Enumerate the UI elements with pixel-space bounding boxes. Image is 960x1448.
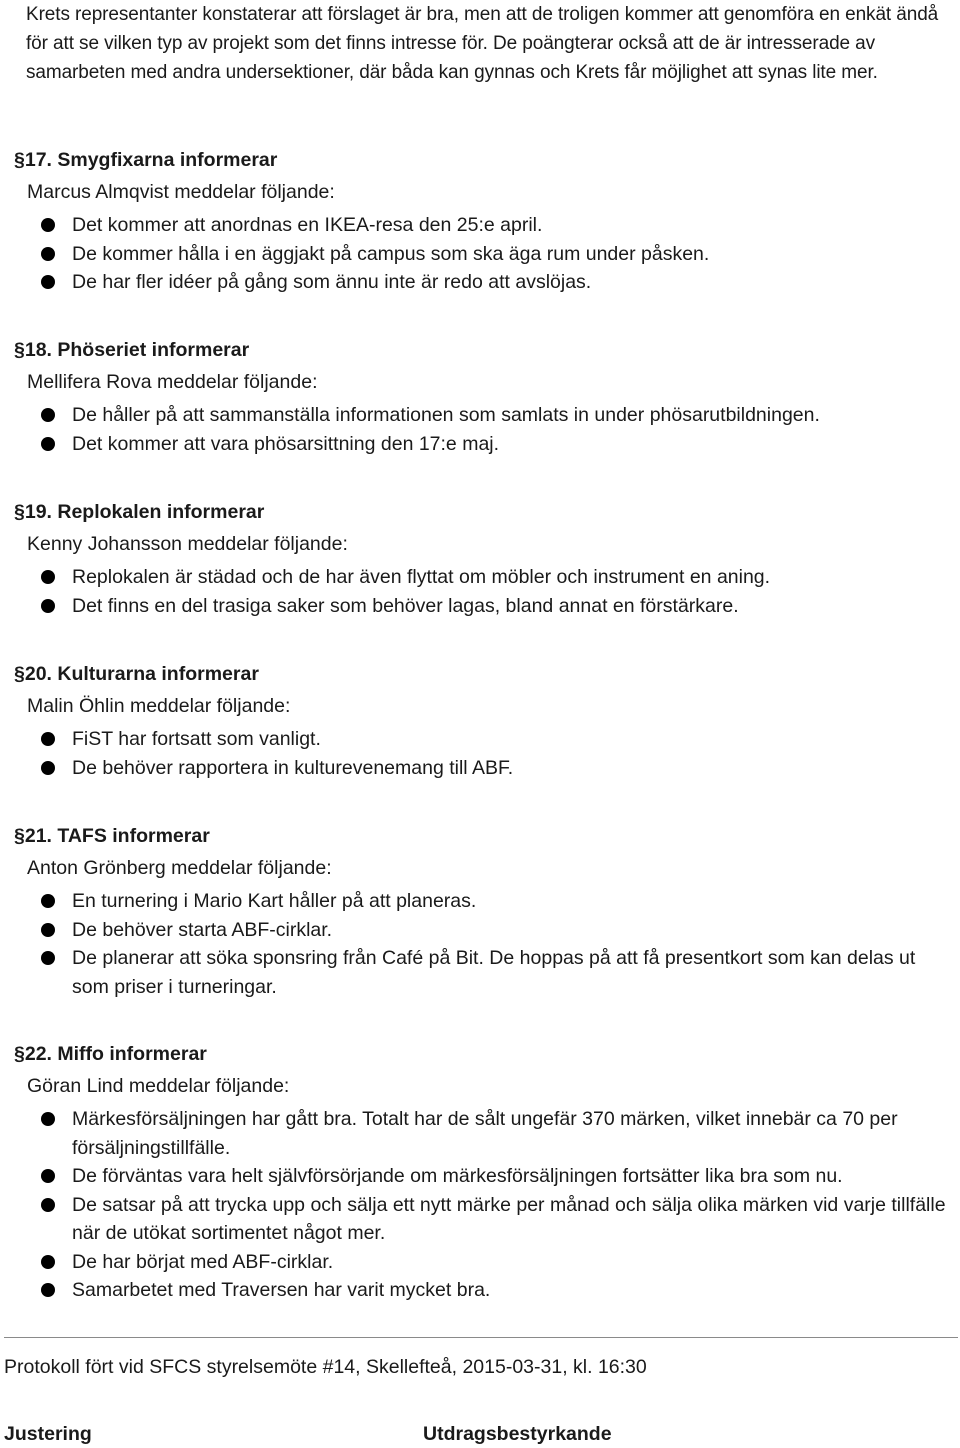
list-item bbox=[14, 1105, 954, 1162]
list-item bbox=[14, 725, 954, 754]
bullet-icon bbox=[41, 1255, 55, 1269]
bullet-icon bbox=[41, 761, 55, 775]
section-lead: Anton Grönberg meddelar följande: bbox=[27, 857, 332, 879]
item-text: Märkesförsäljningen har gått bra. Totalt har de sålt ungefär 370 märken, vilket innebär ca 70 per försäljningstillfälle. bbox=[72, 1108, 898, 1159]
utdrag-label: Utdragsbestyrkande bbox=[423, 1423, 612, 1445]
item-text: De förväntas vara helt självförsörjande om märkesförsäljningen fortsätter lika bra som nu. bbox=[72, 1165, 843, 1187]
list-item bbox=[14, 240, 954, 269]
bullet-list bbox=[14, 401, 954, 458]
bullet-icon bbox=[41, 923, 55, 937]
section-lead: Mellifera Rova meddelar följande: bbox=[27, 371, 318, 393]
section-22 bbox=[14, 1039, 954, 1305]
bullet-icon bbox=[41, 1198, 55, 1212]
list-item bbox=[14, 268, 954, 297]
list-item bbox=[14, 754, 954, 783]
section-lead: Göran Lind meddelar följande: bbox=[27, 1075, 290, 1097]
list-item bbox=[14, 563, 954, 592]
list-item bbox=[14, 430, 954, 459]
intro-paragraph: Krets representanter konstaterar att förslaget är bra, men att de troligen kommer att genomföra en enkät ändå för att se vilken typ av projekt som det finns intresse för. De poängterar också att de är intresserade av samarbeten med andra undersektioner, där båda kan gynnas och Krets får möjlighet att synas lite mer. bbox=[26, 4, 939, 83]
list-item bbox=[14, 916, 954, 945]
bullet-icon bbox=[41, 218, 55, 232]
section-18 bbox=[14, 335, 954, 458]
item-text: De behöver starta ABF-cirklar. bbox=[72, 918, 333, 941]
bullet-icon bbox=[41, 247, 55, 261]
item-text: Det kommer att vara phösarsittning den 17:e maj. bbox=[72, 432, 500, 455]
bullet-list bbox=[14, 563, 954, 620]
justering-label: Justering bbox=[4, 1423, 92, 1445]
bullet-icon bbox=[41, 570, 55, 584]
list-item bbox=[14, 887, 954, 916]
section-lead: Malin Öhlin meddelar följande: bbox=[27, 695, 291, 717]
item-text: De planerar att söka sponsring från Café på Bit. De hoppas på att få presentkort som kan delas ut som priser i turneringar. bbox=[72, 947, 916, 998]
bullet-icon bbox=[41, 1283, 55, 1297]
list-item bbox=[14, 1162, 954, 1191]
section-title: §18. Phöseriet informerar bbox=[14, 339, 250, 361]
section-lead: Marcus Almqvist meddelar följande: bbox=[27, 181, 335, 203]
item-text: FiST har fortsatt som vanligt. bbox=[72, 728, 321, 750]
bullet-icon bbox=[41, 732, 55, 746]
item-text: Det finns en del trasiga saker som behöver lagas, bland annat en förstärkare. bbox=[72, 594, 739, 617]
section-19 bbox=[14, 497, 954, 620]
bullet-icon bbox=[41, 1169, 55, 1183]
bullet-list bbox=[14, 1105, 954, 1305]
bullet-icon bbox=[41, 437, 55, 451]
item-text: Replokalen är städad och de har även flyttat om möbler och instrument en aning. bbox=[72, 566, 771, 588]
item-text: De kommer hålla i en äggjakt på campus som ska äga rum under påsken. bbox=[72, 242, 710, 265]
item-text: En turnering i Mario Kart håller på att planeras. bbox=[72, 890, 477, 912]
footer-divider bbox=[4, 1337, 958, 1338]
protocol-footer: Protokoll fört vid SFCS styrelsemöte #14, Skellefteå, 2015-03-31, kl. 16:30 bbox=[4, 1356, 647, 1378]
section-title: §20. Kulturarna informerar bbox=[14, 663, 259, 685]
section-lead: Kenny Johansson meddelar följande: bbox=[27, 533, 348, 555]
item-text: De håller på att sammanställa informationen som samlats in under phösarutbildningen. bbox=[72, 404, 820, 426]
list-item bbox=[14, 401, 954, 430]
section-title: §21. TAFS informerar bbox=[14, 825, 210, 847]
bullet-list bbox=[14, 211, 954, 297]
item-text: De behöver rapportera in kulturevenemang till ABF. bbox=[72, 756, 514, 779]
list-item bbox=[14, 1276, 954, 1305]
section-title: §19. Replokalen informerar bbox=[14, 501, 265, 523]
section-title: §22. Miffo informerar bbox=[14, 1043, 207, 1065]
bullet-icon bbox=[41, 275, 55, 289]
bullet-icon bbox=[41, 408, 55, 422]
bullet-icon bbox=[41, 951, 55, 965]
bullet-icon bbox=[41, 599, 55, 613]
section-21 bbox=[14, 821, 954, 1001]
item-text: Det kommer att anordnas en IKEA-resa den 25:e april. bbox=[72, 214, 543, 236]
item-text: De satsar på att trycka upp och sälja ett nytt märke per månad och sälja olika märken vid varje tillfälle när de utökat sortimentet något mer. bbox=[72, 1193, 946, 1244]
bullet-list bbox=[14, 887, 954, 1001]
list-item bbox=[14, 1191, 954, 1248]
section-17 bbox=[14, 145, 954, 297]
section-title: §17. Smygfixarna informerar bbox=[14, 149, 278, 171]
bullet-list bbox=[14, 725, 954, 782]
bullet-icon bbox=[41, 1112, 55, 1126]
section-20 bbox=[14, 659, 954, 782]
item-text: De har fler idéer på gång som ännu inte är redo att avslöjas. bbox=[72, 271, 592, 293]
list-item bbox=[14, 1248, 954, 1277]
list-item bbox=[14, 944, 954, 1001]
list-item bbox=[14, 592, 954, 621]
item-text: De har börjat med ABF-cirklar. bbox=[72, 1250, 334, 1273]
bullet-icon bbox=[41, 894, 55, 908]
list-item bbox=[14, 211, 954, 240]
item-text: Samarbetet med Traversen har varit mycket bra. bbox=[72, 1279, 491, 1301]
